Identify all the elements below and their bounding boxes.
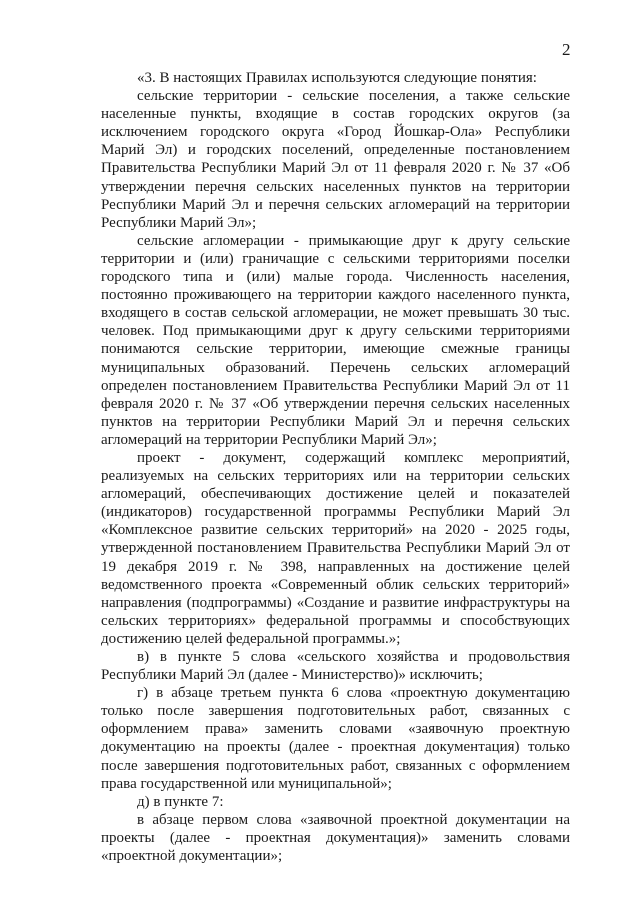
paragraph-project: проект - документ, содержащий комплекс мероприятий, реализуемых на сельских территориях или на территории сельских агломераций, обеспечивающих достижение целей и показателей (индикаторов) государственной программы Республики Марий Эл «Комплексное развитие сельских территорий» на 2020 - 2025 годы, утвержденной постановлением Правительства Республики Марий Эл от 19 декабря 2019 г. № 398, направленных на достижение целей ведомственного проекта «Современный облик сельских территорий» направления (подпрограммы) «Создание и развитие инфраструктуры на сельских территориях» федеральной программы и способствующих достижению целей федеральной программы.»; (101, 449, 570, 647)
paragraph-item-d: д) в пункте 7: (137, 793, 224, 810)
paragraph-rural-territories: сельские территории - сельские поселения, а также сельские населенные пункты, входящие в состав городских округов (за исключением городского округа «Город Йошкар-Ола» Республики Марий Эл) и городских поселений, определенные постановлением Правительства Республики Марий Эл от 11 февраля 2020 г. № 37 «Об утверждении перечня сельских населенных пунктов на территории Республики Марий Эл и перечня сельских агломераций на территории Республики Марий Эл»; (101, 88, 570, 231)
page-number: 2 (562, 40, 571, 59)
document-body (101, 69, 570, 865)
paragraph-item-v: в) в пункте 5 слова «сельского хозяйства и продовольствия Республики Марий Эл (далее - Министерство)» исключить; (101, 649, 570, 684)
paragraph-item-d-first: в абзаце первом слова «заявочной проектной документации на проекты (далее - проектная документация)» заменить словами «проектной документации»; (101, 811, 570, 865)
paragraph-rural-agglomerations: сельские агломерации - примыкающие друг к другу сельские территории и (или) граничащие с сельскими территориями поселки городского типа и (или) малые города. Численность населения, постоянно проживающего на территории каждого населенного пункта, входящего в состав сельской агломерации, не может превышать 30 тыс. человек. Под примыкающими друг к другу сельскими территориями понимаются сельские территории, имеющие смежные границы муниципальных образований. Перечень сельских агломераций определен постановлением Правительства Республики Марий Эл от 11 февраля 2020 г. № 37 «Об утверждении перечня сельских населенных пунктов на территории Республики Марий Эл и перечня сельских агломераций на территории Республики Марий Эл»; (101, 232, 570, 448)
paragraph-intro: «3. В настоящих Правилах используются следующие понятия: (137, 70, 537, 86)
paragraph-item-g: г) в абзаце третьем пункта 6 слова «проектную документацию только после завершения подготовительных работ, связанных с оформлением права» заменить словами «заявочную проектную документацию на проекты (далее - проектная документация) только после завершения подготовительных работ, связанных с оформлением права государственной или муниципальной»; (101, 685, 570, 792)
